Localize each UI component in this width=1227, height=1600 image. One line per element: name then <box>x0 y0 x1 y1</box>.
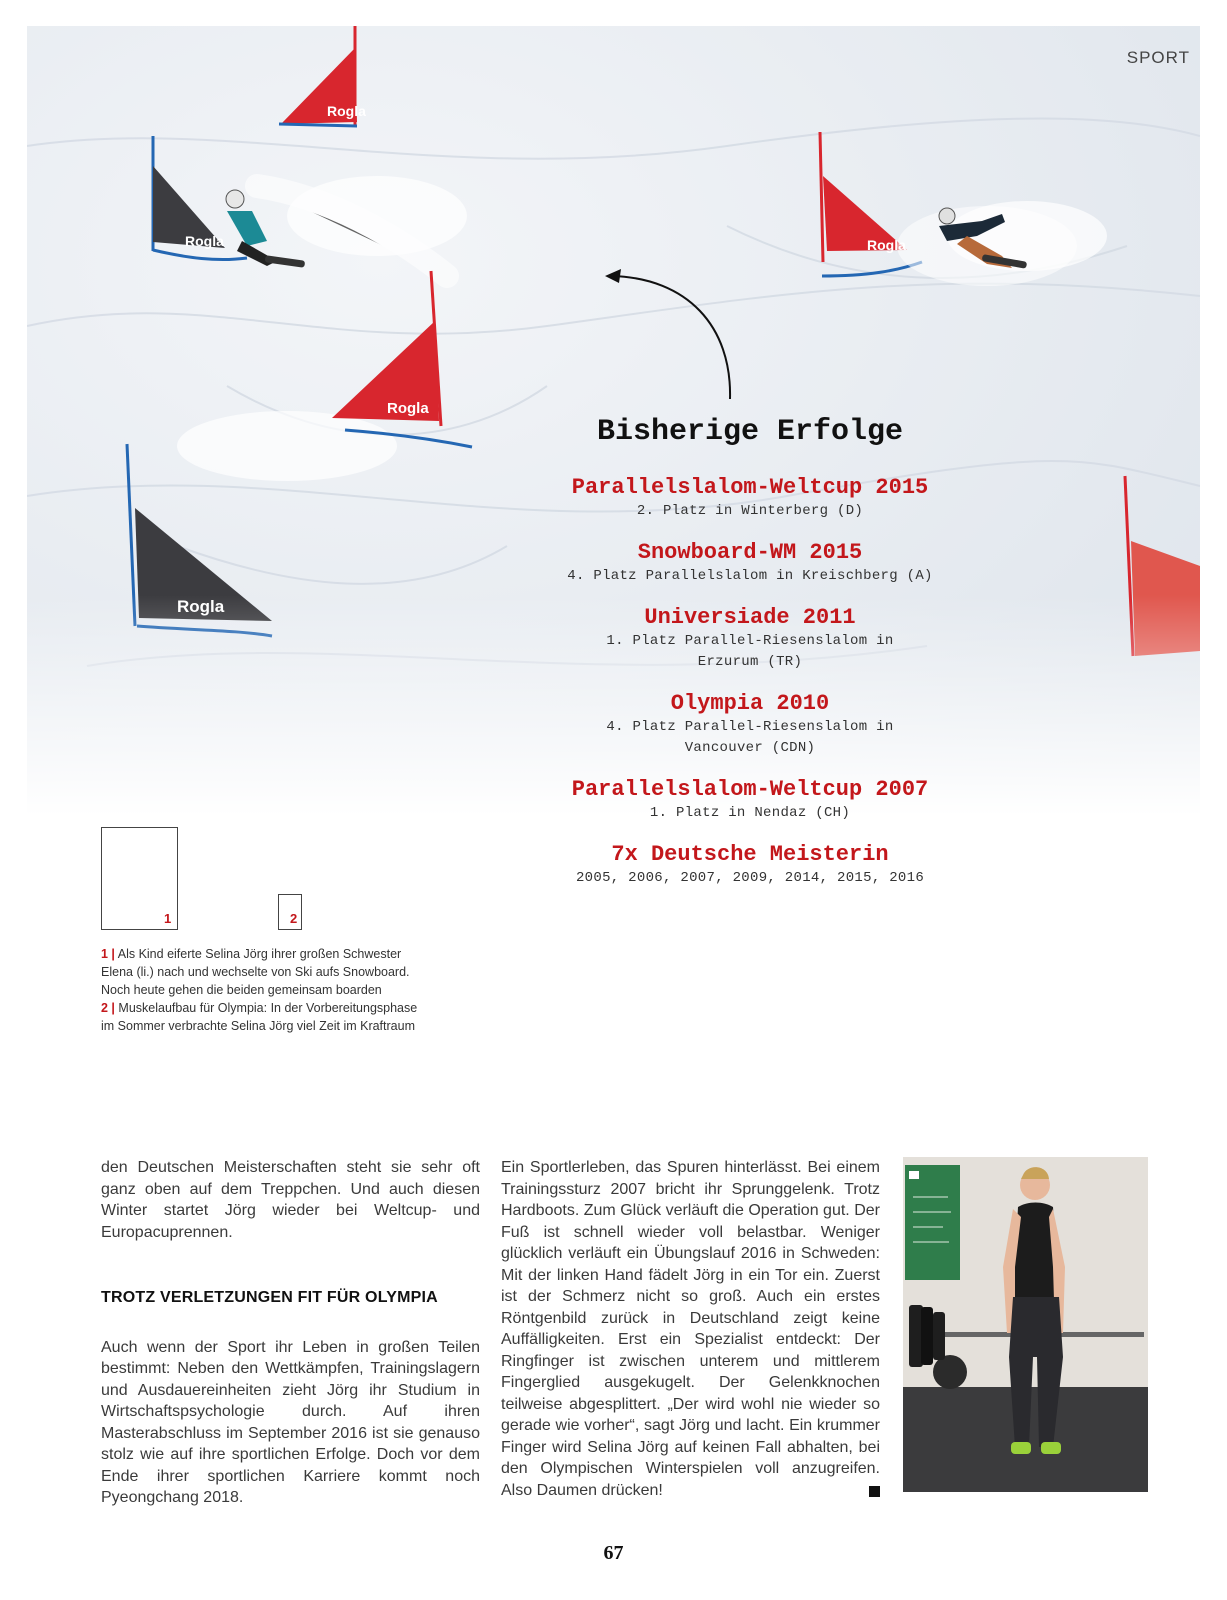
article-paragraph: Auch wenn der Sport ihr Leben in großen Teilen bestimmt: Neben den Wettkämpfen, Trainingslagern und Ausdauereinheiten zieht Jörg ihr Studium in Wirtschaftspsychologie durch. Auf ihren Masterabschluss im September 2016 ist sie genauso stolz wie auf ihre sportlichen Erfolge. Doch vor dem Ende ihrer sportlichen Karriere kommt noch Pyeongchang 2018. <box>101 1338 480 1506</box>
section-label: SPORT <box>1126 48 1190 67</box>
caption-2-number: 2 | <box>101 1001 115 1015</box>
achievement-sub: 4. Platz Parallelslalom in Kreischberg (A) <box>567 568 933 584</box>
achievement-sub: 1. Platz in Nendaz (CH) <box>649 805 851 821</box>
achievement-item <box>515 475 985 522</box>
caption-2 <box>101 999 421 1035</box>
achievement-sub: 4. Platz Parallel-Riesenslalom in Vancouver (CDN) <box>606 719 894 756</box>
caption-1 <box>101 945 421 999</box>
achievement-head: Parallelslalom-Weltcup 2015 <box>571 475 929 500</box>
achievements-title: Bisherige Erfolge <box>596 415 904 449</box>
photo-thumb-1-number: 1 <box>164 911 172 926</box>
article-column-2 <box>501 1157 880 1501</box>
achievement-sub: 2005, 2006, 2007, 2009, 2014, 2015, 2016 <box>575 870 925 886</box>
achievement-head: Universiade 2011 <box>644 605 856 630</box>
end-of-article-icon <box>869 1486 880 1497</box>
caption-2-text: Muskelaufbau für Olympia: In der Vorbereitungsphase im Sommer verbrachte Selina Jörg viel Zeit im Kraftraum <box>101 1001 418 1033</box>
photo-captions <box>101 945 421 1035</box>
article-paragraph: den Deutschen Meisterschaften steht sie sehr oft ganz oben auf dem Treppchen. Und auch diesen Winter startet Jörg wieder bei Weltcup- und Europacuprennen. <box>101 1159 480 1241</box>
achievement-head: Snowboard-WM 2015 <box>637 540 863 565</box>
achievement-sub: 1. Platz Parallel-Riesenslalom in Erzurum (TR) <box>606 633 894 670</box>
achievement-item <box>515 777 985 824</box>
achievement-item <box>515 605 985 673</box>
page-number: 67 <box>603 1542 624 1564</box>
achievement-head: Olympia 2010 <box>670 691 830 716</box>
gym-photo <box>903 1157 1148 1492</box>
achievement-head: 7x Deutsche Meisterin <box>611 842 889 867</box>
caption-1-number: 1 | <box>101 947 115 961</box>
achievement-head: Parallelslalom-Weltcup 2007 <box>571 777 929 802</box>
article-paragraph <box>501 1157 880 1501</box>
caption-1-text: Als Kind eiferte Selina Jörg ihrer großen Schwester Elena (li.) nach und wechselte von Ski aufs Snowboard. Noch heute gehen die beiden gemeinsam boarden <box>101 947 410 997</box>
achievement-item <box>515 691 985 759</box>
weightlifting-illustration <box>903 1157 1148 1492</box>
photo-thumb-2-number: 2 <box>290 911 298 926</box>
article-subheading: TROTZ VERLETZUNGEN FIT FÜR OLYMPIA <box>101 1289 438 1306</box>
achievement-sub: 2. Platz in Winterberg (D) <box>636 503 864 519</box>
achievements-panel <box>515 415 985 907</box>
achievement-item <box>515 540 985 587</box>
article-paragraph-text: Ein Sportlerleben, das Spuren hinterlässt. Bei einem Trainingssturz 2007 bricht ihr Sprunggelenk. Trotz Hardboots. Zum Glück verläuft die Operation gut. Der Fuß ist schnell wieder voll belastbar. Weniger glücklich verläuft ein Übungslauf 2016 in Schweden: Mit der linken Hand fädelt Jörg in ein Tor ein. Zuerst ist der Schmerz nicht so groß. Auch ein erstes Röntgenbild zurück in Deutschland zeigt keine Auffälligkeiten. Erst ein Spezialist entdeckt: Der Ringfinger ist zwischen unterem und mittlerem Fingerglied ausgekugelt. Der Gelenkknochen teilweise abgesplittert. „Der wird wohl nie wieder so gerade wie vorher“, sagt Jörg und lacht. Ein krummer Finger wird Selina Jörg auf keinen Fall abhalten, bei den Olympischen Winterspielen voll anzugreifen. Also Daumen drücken! <box>501 1159 880 1499</box>
achievement-item <box>515 842 985 889</box>
article-column-1 <box>101 1157 480 1509</box>
